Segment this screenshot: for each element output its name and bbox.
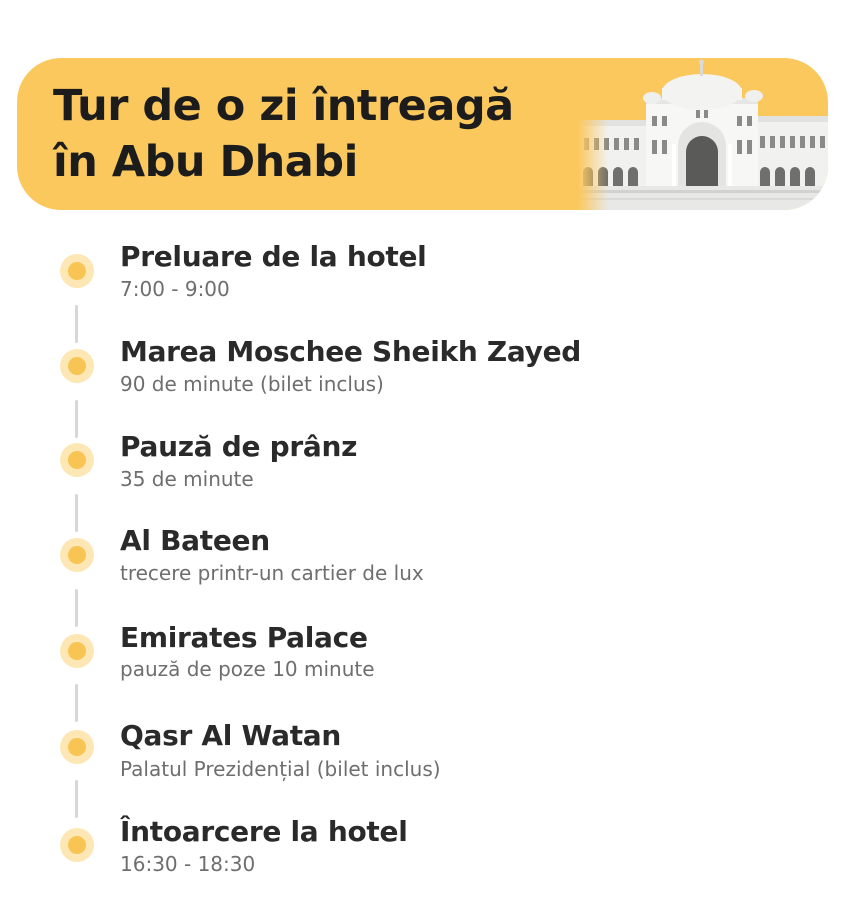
page-title-line-2: în Abu Dhabi	[53, 137, 358, 187]
timeline-dot	[60, 443, 94, 477]
step-title: Emirates Palace	[120, 621, 368, 654]
timeline-dot	[60, 828, 94, 862]
step-title: Întoarcere la hotel	[120, 815, 408, 848]
timeline-dot	[60, 634, 94, 668]
step-subtitle: 35 de minute	[120, 467, 254, 491]
step-subtitle: 7:00 - 9:00	[120, 277, 230, 301]
timeline-dot	[60, 349, 94, 383]
timeline-dot	[60, 730, 94, 764]
step-subtitle: trecere printr-un cartier de lux	[120, 561, 424, 585]
timeline-connector	[75, 400, 78, 438]
timeline-dot	[60, 254, 94, 288]
timeline-connector	[75, 684, 78, 722]
step-title: Pauză de prânz	[120, 430, 358, 463]
step-title: Al Bateen	[120, 524, 270, 557]
step-subtitle: 16:30 - 18:30	[120, 852, 256, 876]
page-title-line-1: Tur de o zi întreagă	[53, 81, 514, 131]
timeline-connector	[75, 780, 78, 818]
timeline-connector	[75, 589, 78, 627]
step-title: Marea Moschee Sheikh Zayed	[120, 335, 582, 368]
step-subtitle: Palatul Prezidențial (bilet inclus)	[120, 757, 441, 781]
step-title: Qasr Al Watan	[120, 719, 342, 752]
step-title: Preluare de la hotel	[120, 240, 427, 273]
step-subtitle: 90 de minute (bilet inclus)	[120, 372, 384, 396]
timeline-connector	[75, 494, 78, 532]
step-subtitle: pauză de poze 10 minute	[120, 657, 375, 681]
timeline-connector	[75, 305, 78, 343]
timeline-dot	[60, 538, 94, 572]
